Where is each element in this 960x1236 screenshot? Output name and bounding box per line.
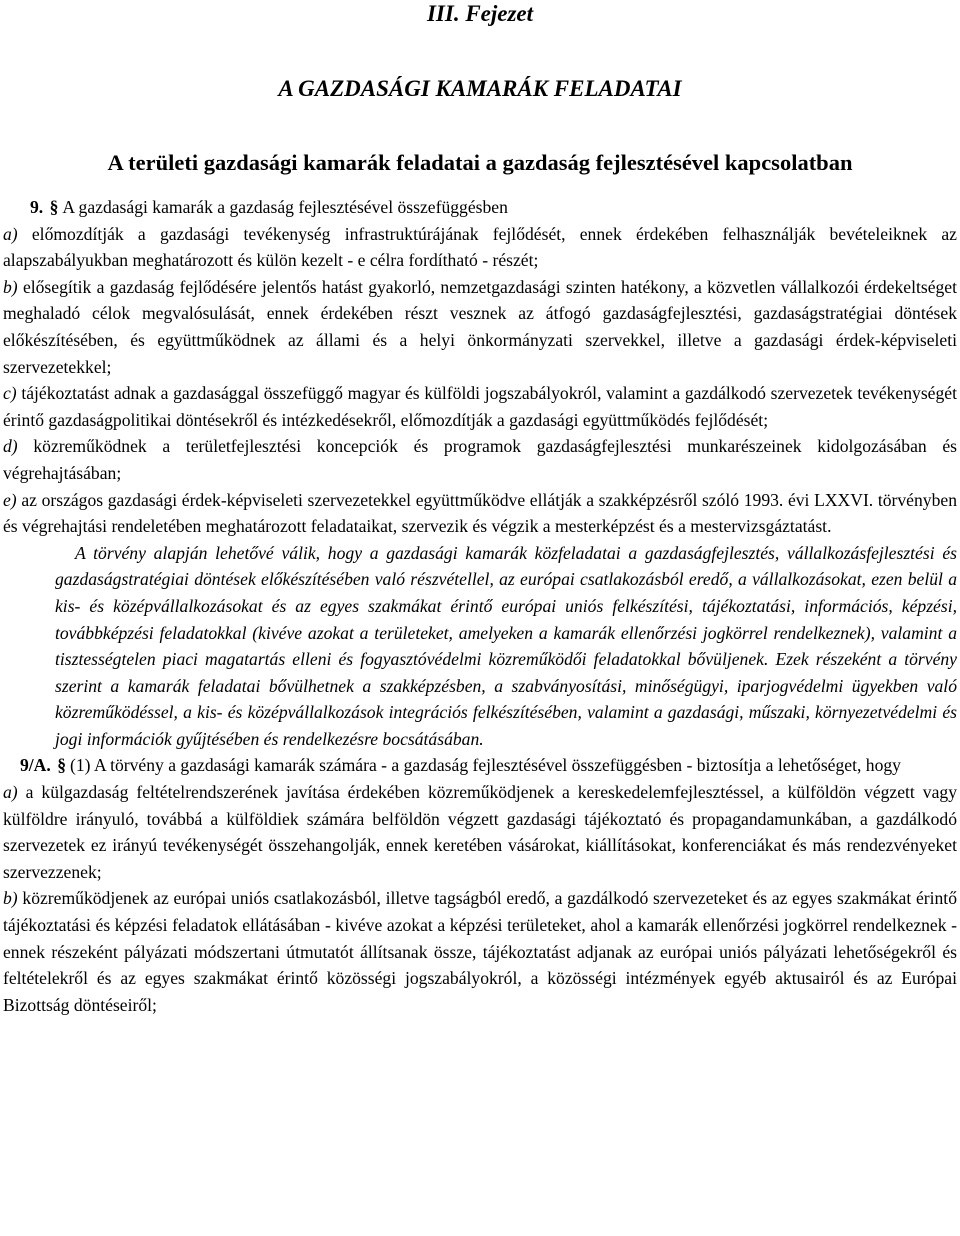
paragraph-sign: § [57, 755, 66, 776]
chapter-title: A GAZDASÁGI KAMARÁK FELADATAI [278, 76, 682, 101]
chapter-heading: III. Fejezet [426, 1, 534, 26]
item-label: d) [3, 436, 18, 457]
section-9-heading [3, 194, 957, 221]
item-text: tájékoztatást adnak a gazdasággal összefüggő magyar és külföldi jogszabályokról, valamint a gazdálkodó szervezetek tevékenységét érintő gazdaságpolitikai döntésekről és intézkedésekről, előmozdítják a gazdasági együttműködés fejlődését; [3, 383, 957, 430]
list-item [3, 779, 957, 885]
item-text: az országos gazdasági érdek-képviseleti szervezetekkel együttműködve ellátják a szakképzésről szóló 1993. évi LXXVI. törvényben és végrehajtási rendeletében meghatározott feladataikat, szervezik és végzik a mesterképzést és a mestervizsgáztatást. [3, 489, 957, 537]
item-label: b) [3, 276, 18, 297]
section-number: 9/A. [20, 755, 51, 776]
section-intro: (1) A törvény a gazdasági kamarák számára - a gazdaság fejlesztésével összefüggésben - biztosítja a lehetőséget, hogy [70, 755, 901, 776]
item-text: elősegítik a gazdaság fejlődésére jelentős hatást gyakorló, nemzetgazdasági szinten hatékony, a közvetlen vállalkozói érdekeltséget meghaladó célok megvalósulását, ennek érdekében részt vesznek az átfogó gazdaságfejlesztési, gazdaságstratégiai döntések előkészítésében, és együttműködnek az állami és a helyi önkormányzati szervekkel, illetve a gazdasági érdek-képviseleti szervezetekkel; [3, 276, 957, 377]
item-label: a) [3, 223, 18, 244]
list-item [3, 221, 957, 274]
section-number: 9. [30, 197, 44, 217]
item-label: a) [3, 782, 18, 803]
item-text: a külgazdaság feltételrendszerének javítása érdekében közreműködjenek a kereskedelemfejlesztéssel, a külföldön végzett vagy külföldre irányuló, továbbá a külföldiek számára belföldön végzett gazdasági tájékoztató és propagandamunkában, a gazdálkodó szervezetek ez irányú tevékenységét összehangolják, ennek keretében vásárokat, kiállításokat, konferenciákat és más rendezvényeket szervezzenek; [3, 782, 957, 882]
item-label: b) [3, 888, 18, 909]
list-item [3, 274, 957, 380]
item-text: közreműködjenek az európai uniós csatlakozásból, illetve tagságból eredő, a gazdálkodó szervezeteket és az egyes szakmákat érintő tájékoztatási és képzési feladatok ellátásában - kivéve azokat a képzési területeket, ahol a kamarák ellenőrzési jogkörrel rendelkeznek - ennek részeként pályázati módszertani útmutatót állítsanak össze, tájékoztatást adjanak az európai uniós pályázati lehetőségekről és feltételekről és az egyes szakmákat érintő közösségi jogszabályokról, a közösségi intézmények egyéb aktusairól és az Európai Bizottság döntéseiről; [3, 888, 957, 1015]
item-label: c) [3, 383, 17, 404]
item-text: előmozdítják a gazdasági tevékenység infrastruktúrájának fejlődését, ennek érdekében felhasználják bevételeiknek az alapszabályukban meghatározott és külön kezelt - e célra fordítható - részét; [3, 223, 957, 271]
list-item [3, 380, 957, 433]
item-text: közreműködnek a területfejlesztési koncepciók és programok gazdaságfejlesztési munkarészeinek kidolgozásában és végrehajtásában; [3, 436, 958, 483]
section-intro: A gazdasági kamarák a gazdaság fejlesztésével összefüggésben [62, 197, 508, 217]
list-item [3, 885, 957, 1018]
section-9a-heading [3, 752, 957, 779]
list-item [3, 487, 957, 540]
document-body [3, 194, 957, 1018]
list-item [3, 433, 957, 486]
section-subtitle: A területi gazdasági kamarák feladatai a gazdaság fejlesztésével kapcsolatban [107, 150, 853, 175]
paragraph-sign: § [49, 197, 59, 217]
item-label: e) [3, 489, 17, 510]
commentary-paragraph: A törvény alapján lehetővé válik, hogy a gazdasági kamarák közfeladatai a gazdaságfejlesztés, vállalkozásfejlesztési és gazdaságstratégiai döntések előkészítésében való részvétellel, az európai csatlakozásból eredő, a vállalkozásokat, ezen belül a kis- és középvállalkozásokat és az egyes szakmákat érintő európai uniós felkészítési, tájékoztatási, információs, képzési, továbbképzési feladatokkal (kivéve azokat a területeket, amelyeken a kamarák ellenőrzési jogkörrel rendelkeznek), valamint a tisztességtelen piaci magatartás elleni és fogyasztóvédelmi közreműködői feladatokkal bővüljenek. Ezek részeként a törvény szerint a kamarák feladatai bővülhetnek a szakképzésben, a szabványosítási, minőségügyi, iparjogvédelmi ügyekben való közreműködéssel, a kis- és középvállalkozások integrációs felkészítésében, valamint a gazdasági, műszaki, környezetvédelmi és jogi információk gyűjtésében és rendelkezésre bocsátásában. [55, 542, 957, 749]
